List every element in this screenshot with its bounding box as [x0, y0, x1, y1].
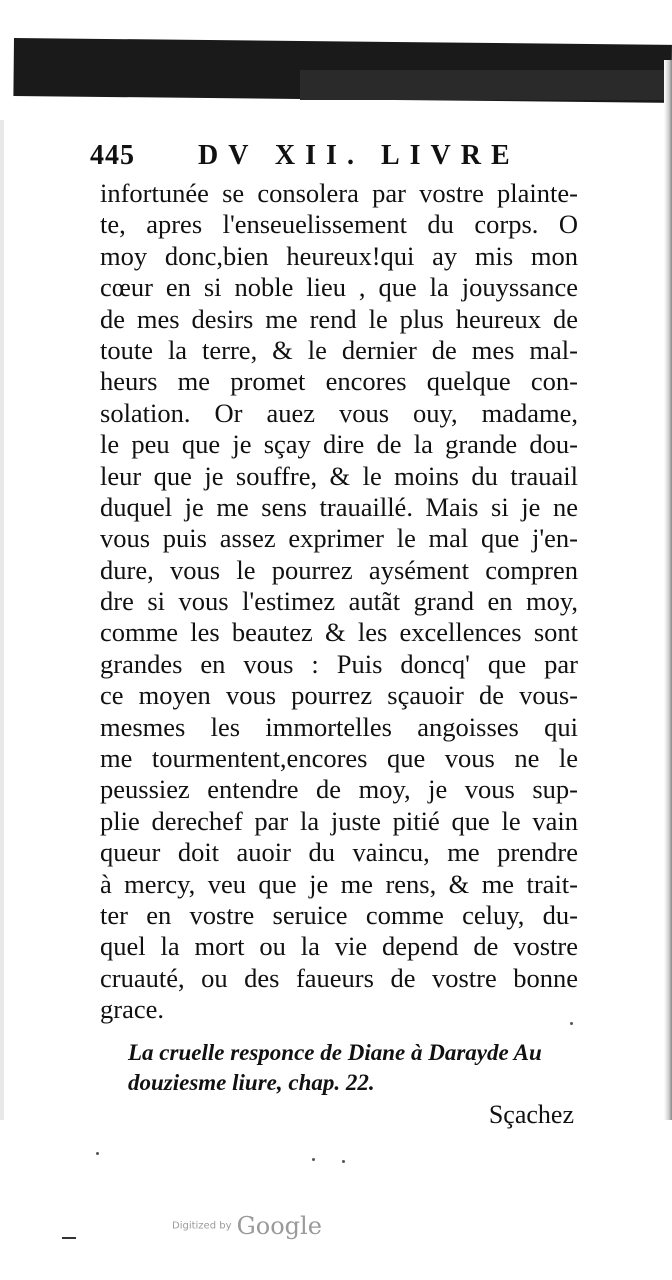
catchword: Sçachez [488, 1100, 574, 1129]
text-line: grandes en vous : Puis doncq' que par [100, 648, 578, 679]
text-line: dure, vous le pourrez aysément compren [100, 554, 578, 585]
text-line: infortunée se consolera par vostre plainte- [100, 178, 578, 208]
text-line: mesmes les immortelles angoisses qui [100, 711, 578, 742]
page-edge-left [0, 120, 4, 1120]
text-line: dre si vous l'estimez autãt grand en moy, [100, 586, 578, 617]
text-line: te, apres l'enseuelissement du corps. O [100, 209, 578, 240]
text-line: queur doit auoir du vaincu, me prendre [100, 837, 578, 868]
scan-shadow-top-right [300, 70, 672, 100]
text-line: heurs me promet encores quelque con- [100, 366, 578, 397]
page-number: 445 [90, 140, 135, 171]
chapter-caption [128, 1038, 580, 1098]
text-line: comme les beautez & les excellences sont [100, 617, 578, 648]
text-line: peussiez entendre de moy, je vous sup- [100, 774, 578, 805]
text-line: leur que je souffre, & le moins du trauail [100, 460, 578, 491]
caption-line-2: douziesme liure, chap. 22. [128, 1070, 375, 1095]
text-line: duquel je me sens trauaillé. Mais si je ne [100, 491, 578, 522]
margin-mark [62, 1237, 76, 1239]
watermark-prefix: Digitized by [172, 1220, 232, 1232]
speck [312, 1158, 315, 1161]
text-line: toute la terre, & le dernier de mes mal- [100, 334, 578, 365]
speck [96, 1152, 99, 1155]
page-edge-right [664, 60, 672, 1120]
text-line: solation. Or auez vous ouy, madame, [100, 397, 578, 428]
google-logo: Google [236, 1212, 322, 1240]
text-line: de mes desirs me rend le plus heureux de [100, 303, 578, 334]
text-line: plie derechef par la juste pitié que le vain [100, 805, 578, 836]
text-line: cœur en si noble lieu , que la jouyssance [100, 272, 578, 303]
speck [570, 1022, 573, 1025]
text-line: grace. [100, 994, 164, 1025]
text-line: cruauté, ou des faueurs de vostre bonne [100, 962, 578, 993]
text-line: le peu que je sçay dire de la grande dou- [100, 429, 578, 460]
text-line: ce moyen vous pourrez sçauoir de vous- [100, 680, 578, 711]
page-header [90, 140, 570, 180]
text-line: quel la mort ou la vie depend de vostre [100, 931, 578, 962]
speck [342, 1160, 345, 1163]
text-line: me tourmentent,encores que vous ne le [100, 743, 578, 774]
text-line: moy donc,bien heureux!qui ay mis mon [100, 240, 578, 271]
body-text [100, 178, 578, 1026]
running-title: DV XII. LIVRE [198, 140, 520, 171]
caption-line-1: La cruelle responce de Diane à Darayde Au [128, 1040, 542, 1065]
google-watermark [172, 1212, 322, 1240]
text-line: à mercy, veu que je me rens, & me trait- [100, 868, 578, 899]
text-line: vous puis assez exprimer le mal que j'en- [100, 523, 578, 554]
text-line: ter en vostre seruice comme celuy, du- [100, 899, 578, 930]
